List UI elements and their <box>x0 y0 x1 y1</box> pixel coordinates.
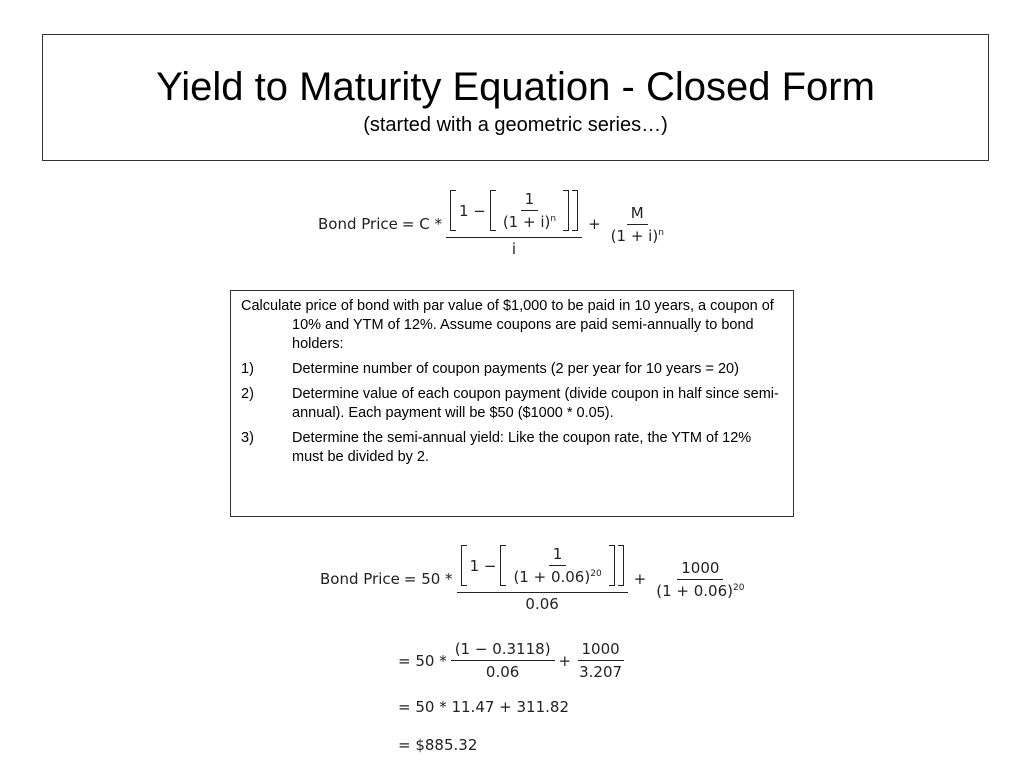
slide-subtitle: (started with a geometric series…) <box>363 114 668 136</box>
list-item: 3) Determine the semi-annual yield: Like the coupon rate, the YTM of 12% must be divided by 2. <box>241 430 752 465</box>
example-bond-price-formula: Bond Price = 50 * 1 − $\frac{1}{(1 + 0.06)^{20}}$ 0.06 + $\frac{1000}{(1 + 0.06)^{20}}$ <box>320 545 748 613</box>
example-intro: Calculate price of bond with par value of $1,000 to be paid in 10 years, a coupon of 10% and YTM of 12%. Assume coupons are paid semi-annually to bond holders: <box>241 298 774 352</box>
coupon-annuity-fraction: 1 − $\frac{1}{(1 + i)^n}$ i <box>446 190 582 258</box>
formula-label: Bond Price <box>318 215 398 233</box>
calculation-step-1: = 50 * $\frac{(1 - 0.3118)}{0.06}$ + $\frac{1000}{3.207}$ <box>398 640 623 681</box>
slide-title: Yield to Maturity Equation - Closed Form <box>156 65 875 109</box>
principal-fraction: $\frac{1000}{(1 + 0.06)^{20}}$ <box>656 558 745 600</box>
list-item: 1) Determine number of coupon payments (2 per year for 10 years = 20) <box>241 361 739 377</box>
formula-eq: = C * <box>401 215 442 233</box>
coupon-annuity-fraction: 1 − $\frac{1}{(1 + 0.06)^{20}}$ 0.06 <box>457 545 628 613</box>
calculation-step-2: = 50 * 11.47 + 311.82 <box>398 698 569 716</box>
example-box <box>230 290 794 517</box>
list-item: 2) Determine value of each coupon payment (divide coupon in half since semi-annual). Each payment will be $50 ($1000 * 0.05). <box>241 386 779 421</box>
principal-fraction: $\frac{M}{(1 + i)^n}$ <box>610 203 664 245</box>
title-box <box>42 34 989 161</box>
general-bond-price-formula: Bond Price = C * 1 − $\frac{1}{(1 + i)^n}$ i + $\frac{M}{(1 + i)^n}$ <box>318 190 668 258</box>
calculation-result: = $885.32 <box>398 736 478 754</box>
